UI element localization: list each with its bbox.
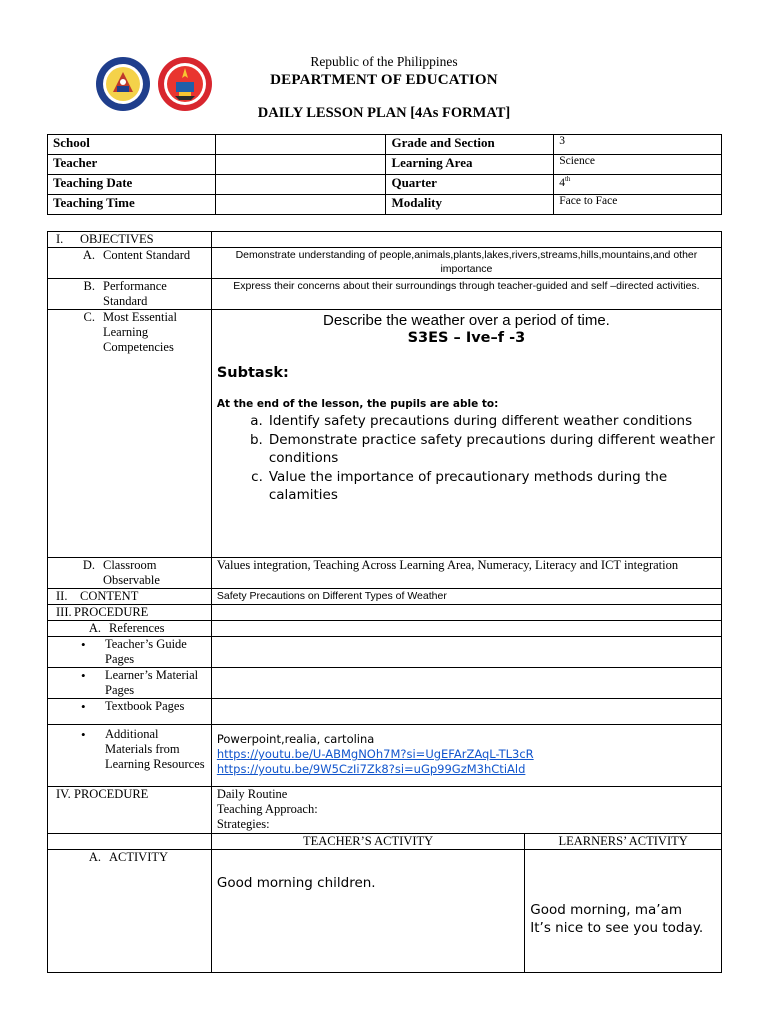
objectives-label: OBJECTIVES [80,232,154,246]
teacher-activity-header: TEACHER’S ACTIVITY [211,834,524,850]
time-value [215,195,386,215]
classroom-observable-value: Values integration, Teaching Across Learning Area, Numeracy, Literacy and ICT integration [211,558,721,589]
task-key: a. [250,413,263,429]
lm-label: Learner’s Material Pages [105,668,199,697]
textbook-cell [48,699,212,725]
procedure-num: III. [56,605,72,619]
content-standard-value: Demonstrate understanding of people,animals,plants,lakes,rivers,streams,hills,mountains,and other importance [211,248,721,279]
teacher-label: Teacher [48,155,216,175]
procedure-label: PROCEDURE [74,605,149,619]
content-heading [48,589,212,605]
ref-key: A. [88,621,101,635]
row-melc [48,310,722,558]
ps-key: B. [83,279,95,293]
learner-activity-header: LEARNERS’ ACTIVITY [525,834,722,850]
teacher-activity-cell [211,850,524,973]
tb-label: Textbook Pages [105,699,185,713]
row-teachers-guide [48,637,722,668]
subtask-list [239,412,716,505]
melc-key: C. [83,310,95,324]
info-row-school [48,135,722,155]
row-procedure [48,605,722,621]
row-references [48,621,722,637]
activity-header-empty [48,834,212,850]
task-text: Value the importance of precautionary methods during the calamities [268,468,668,503]
info-row-time [48,195,722,215]
task-text: Identify safety precautions during different weather conditions [268,413,693,429]
list-item [239,412,716,431]
list-item [239,468,716,505]
lesson-plan-table [47,231,722,973]
date-label: Teaching Date [48,175,216,195]
bullet-icon: • [81,637,86,652]
content-num: II. [56,589,68,603]
quarter-suffix: th [564,175,571,183]
area-value: Science [554,155,722,175]
content-value: Safety Precautions on Different Types of Weather [211,589,721,605]
teachers-guide-cell [48,637,212,668]
content-label: CONTENT [80,589,139,603]
date-value [215,175,386,195]
school-value [215,135,386,155]
lesson-plan-title: DAILY LESSON PLAN [4As FORMAT] [257,105,511,121]
melc-content [211,310,721,558]
row-content-standard [48,248,722,279]
row-learners-material [48,668,722,699]
school-label: School [48,135,216,155]
objectives-num: I. [56,232,64,246]
info-row-date [48,175,722,195]
learners-material-cell [48,668,212,699]
video-link-1[interactable]: https://youtu.be/U-ABMgNOh7M?si=UgEFArZAqL-TL3cR [216,747,534,761]
textbook-empty [211,699,721,725]
activity-label: ACTIVITY [109,850,169,864]
quarter-label: Quarter [386,175,554,195]
procedure-heading [48,605,212,621]
row-procedure-routine [48,787,722,834]
procedure2-heading [48,787,212,834]
quarter-value: 4 [559,176,565,189]
time-label: Teaching Time [48,195,216,215]
content-standard-cell [48,248,212,279]
teachers-guide-empty [211,637,721,668]
quarter-cell [554,175,722,195]
bullet-icon: • [81,668,86,683]
tg-label: Teacher’s Guide Pages [105,637,187,666]
ps-label: Performance Standard [103,279,167,308]
lesson-info-table [47,134,722,215]
video-link-2[interactable]: https://youtu.be/9W5CzIi7Zk8?si=uGp99GzM3hCtiAld [216,762,526,776]
row-classroom-observable [48,558,722,589]
daily-routine: Daily Routine [216,787,288,801]
co-label: Classroom Observable [103,558,160,587]
grade-label: Grade and Section [386,135,554,155]
bullet-icon: • [81,727,86,742]
melc-cell [48,310,212,558]
am-label: Additional Materials from Learning Resources [105,727,205,771]
additional-materials-cell [48,725,212,787]
grade-value: 3 [554,135,722,155]
strategies: Strategies: [216,817,270,831]
activity-key: A. [88,850,101,864]
modality-label: Modality [386,195,554,215]
task-key: b. [249,431,263,448]
teacher-value [215,155,386,175]
info-row-teacher [48,155,722,175]
competency-text: Describe the weather over a period of time. [323,312,610,329]
performance-standard-cell [48,279,212,310]
competency-code: S3ES – Ive–f -3 [407,330,526,346]
republic-heading: Republic of the Philippines [310,54,458,69]
routine-content [211,787,721,834]
ref-label: References [109,621,165,635]
department-heading: DEPARTMENT OF EDUCATION [270,72,498,88]
objectives-empty [211,232,721,248]
procedure2-label: PROCEDURE [74,787,149,801]
additional-materials-content [211,725,721,787]
area-label: Learning Area [386,155,554,175]
task-key: c. [251,468,263,485]
row-textbook [48,699,722,725]
bullet-icon: • [81,699,86,714]
cs-key: A. [82,248,95,262]
cs-label: Content Standard [103,248,191,262]
materials-text: Powerpoint,realia, cartolina [216,732,375,746]
learner-reply: It’s nice to see you today. [530,920,704,936]
teacher-greeting: Good morning children. [216,875,376,891]
activity-cell [48,850,212,973]
performance-standard-value: Express their concerns about their surroundings through teacher-guided and self –directed activities. [211,279,721,310]
row-activity [48,850,722,973]
references-empty [211,621,721,637]
procedure2-num: IV. [56,787,71,801]
row-activity-headers [48,834,722,850]
procedure-empty [211,605,721,621]
learner-greeting: Good morning, ma’am [530,902,682,918]
learner-activity-cell [525,850,722,973]
row-additional-materials [48,725,722,787]
row-performance-standard [48,279,722,310]
row-objectives [48,232,722,248]
list-item [239,431,716,468]
subtask-intro: At the end of the lesson, the pupils are able to: [216,398,499,410]
classroom-observable-cell [48,558,212,589]
melc-label: Most Essential Learning Competencies [103,310,177,354]
learners-material-empty [211,668,721,699]
subtask-heading: Subtask: [216,365,289,381]
co-key: D. [82,558,95,572]
row-content [48,589,722,605]
task-text: Demonstrate practice safety precautions during different weather conditions [268,431,715,466]
modality-value: Face to Face [554,195,722,215]
teaching-approach: Teaching Approach: [216,802,318,816]
references-cell [48,621,212,637]
objectives-heading [48,232,212,248]
